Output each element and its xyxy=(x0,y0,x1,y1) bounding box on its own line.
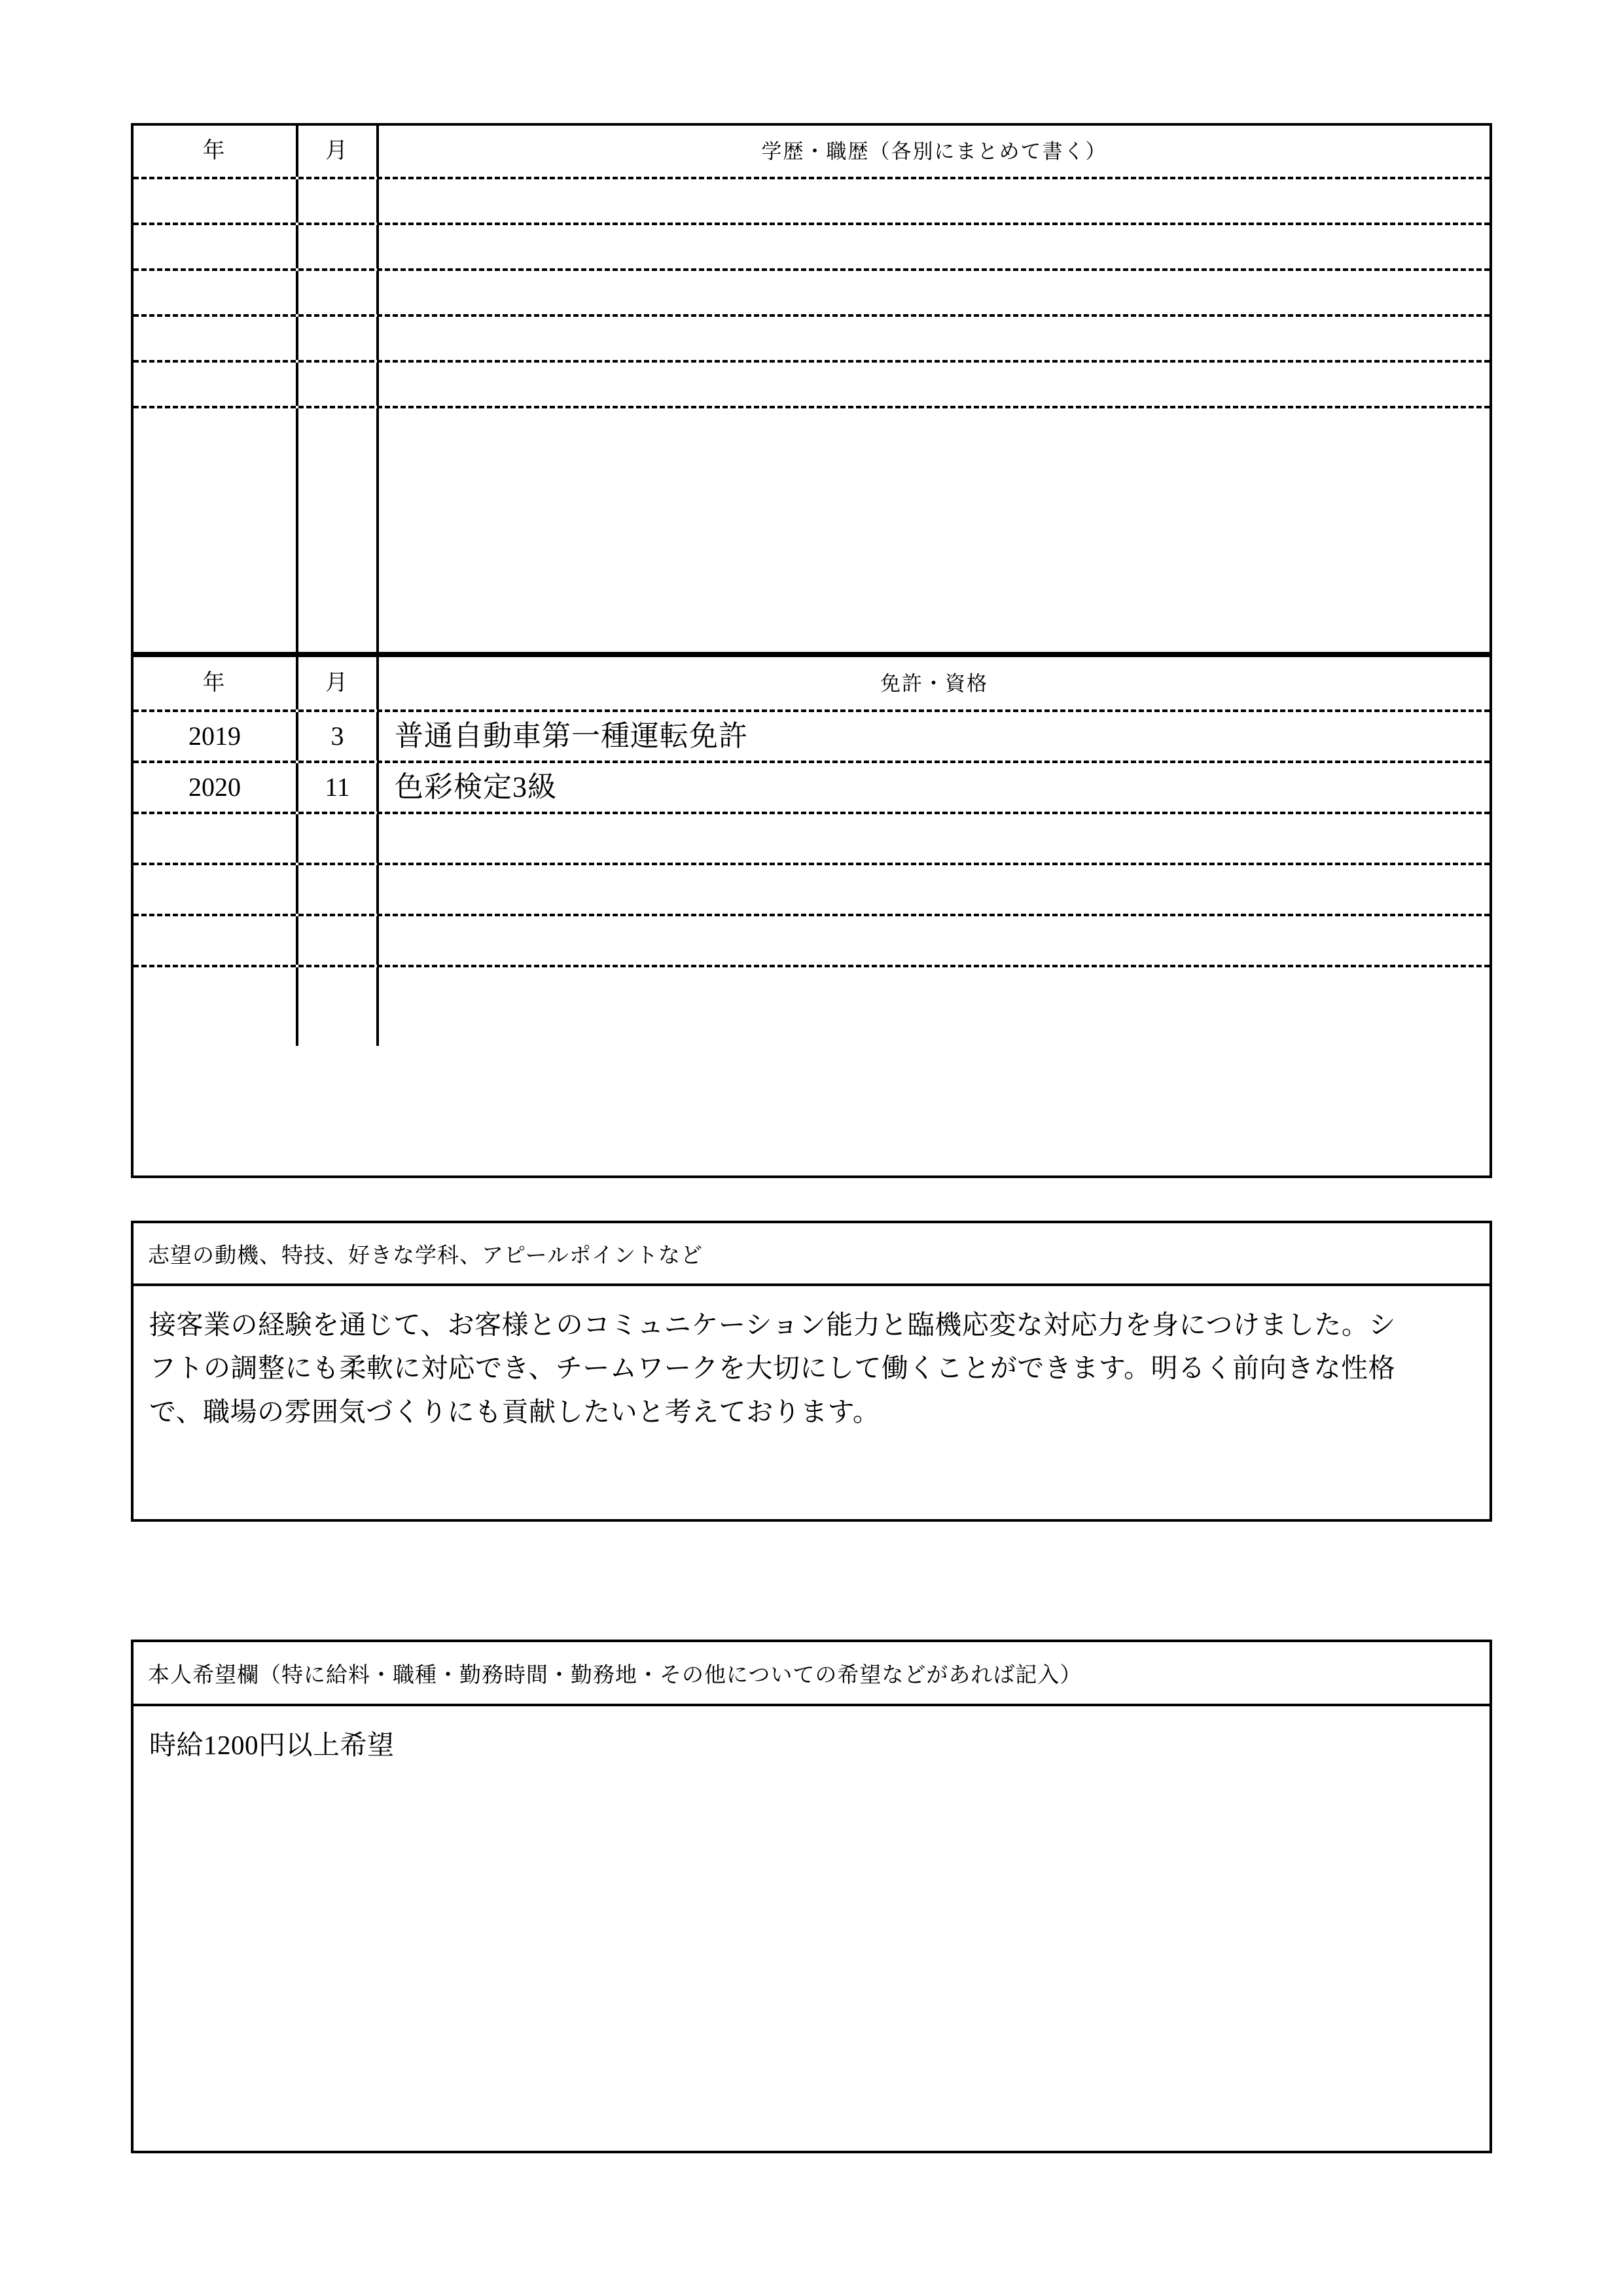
cell-year[interactable] xyxy=(134,814,298,863)
table-row[interactable] xyxy=(134,223,1489,268)
cell-description[interactable] xyxy=(379,408,1489,657)
motivation-header-label: 志望の動機、特技、好きな学科、アピールポイントなど xyxy=(148,1244,704,1268)
table-row[interactable] xyxy=(134,268,1489,314)
cell-month[interactable] xyxy=(298,317,379,360)
table-row[interactable] xyxy=(134,863,1489,914)
header-label-month: 月 xyxy=(325,139,349,163)
cell-value-month: 3 xyxy=(330,721,344,751)
motivation-line: で、職場の雰囲気づくりにも貢献したいと考えております。 xyxy=(149,1396,880,1427)
table-row[interactable] xyxy=(134,406,1489,657)
cell-month[interactable] xyxy=(298,225,379,268)
cell-description[interactable] xyxy=(379,363,1489,406)
table-row[interactable] xyxy=(134,177,1489,223)
request-section-body[interactable] xyxy=(134,1706,1489,1767)
cell-month[interactable] xyxy=(298,865,379,914)
cell-month[interactable] xyxy=(298,408,379,657)
cell-month[interactable] xyxy=(298,712,379,761)
cell-value-description: 普通自動車第一種運転免許 xyxy=(395,720,748,752)
header-label-year: 年 xyxy=(202,671,227,695)
cell-month[interactable] xyxy=(298,363,379,406)
request-section xyxy=(131,1640,1492,2153)
header-label-description: 免許・資格 xyxy=(880,672,988,695)
table-row[interactable] xyxy=(134,314,1489,360)
cell-month[interactable] xyxy=(298,967,379,1046)
cell-description[interactable] xyxy=(379,271,1489,314)
cell-description[interactable] xyxy=(379,916,1489,965)
cell-year[interactable] xyxy=(134,271,298,314)
cell-year[interactable] xyxy=(134,916,298,965)
motivation-line: 接客業の経験を通じて、お客様とのコミュニケーション能力と臨機応変な対応力を身につけました。シ xyxy=(149,1310,1396,1340)
table-row[interactable] xyxy=(134,761,1489,812)
cell-year[interactable] xyxy=(134,179,298,223)
header-cell-year xyxy=(134,657,298,709)
motivation-section-header xyxy=(134,1223,1489,1286)
cell-year[interactable] xyxy=(134,363,298,406)
cell-year[interactable] xyxy=(134,865,298,914)
cell-value-description: 色彩検定3級 xyxy=(395,771,557,803)
header-cell-year xyxy=(134,126,298,177)
header-label-description: 学歴・職歴（各別にまとめて書く） xyxy=(761,139,1107,163)
cell-month[interactable] xyxy=(298,271,379,314)
table-row[interactable] xyxy=(134,360,1489,406)
table-row[interactable] xyxy=(134,812,1489,863)
cell-value-month: 11 xyxy=(325,772,350,802)
cell-year[interactable] xyxy=(134,408,298,657)
cell-year[interactable] xyxy=(134,967,298,1046)
cell-description[interactable] xyxy=(379,814,1489,863)
header-cell-month xyxy=(298,657,379,709)
header-cell-description xyxy=(379,126,1489,177)
cell-description[interactable] xyxy=(379,865,1489,914)
cell-value-year: 2020 xyxy=(188,772,241,802)
cell-year[interactable] xyxy=(134,763,298,812)
cell-year[interactable] xyxy=(134,317,298,360)
header-label-month: 月 xyxy=(325,671,349,695)
table-row[interactable] xyxy=(134,965,1489,1046)
request-line: 時給1200円以上希望 xyxy=(149,1730,395,1760)
cell-month[interactable] xyxy=(298,179,379,223)
header-cell-description xyxy=(379,657,1489,709)
table-row[interactable] xyxy=(134,914,1489,965)
motivation-line: フトの調整にも柔軟に対応でき、チームワークを大切にして働くことができます。明るく前向きな性格 xyxy=(149,1353,1396,1384)
request-header-label: 本人希望欄（特に給料・職種・勤務時間・勤務地・その他についての希望などがあれば記入） xyxy=(148,1663,1082,1687)
cell-year[interactable] xyxy=(134,712,298,761)
table-header-row xyxy=(134,126,1489,177)
header-label-year: 年 xyxy=(202,139,227,163)
cell-year[interactable] xyxy=(134,225,298,268)
request-section-header xyxy=(134,1642,1489,1706)
header-cell-month xyxy=(298,126,379,177)
license-qualification-table xyxy=(131,655,1492,1178)
education-history-table xyxy=(131,123,1492,655)
cell-description[interactable] xyxy=(379,317,1489,360)
cell-description[interactable] xyxy=(379,763,1489,812)
motivation-section xyxy=(131,1221,1492,1522)
cell-month[interactable] xyxy=(298,814,379,863)
table-row[interactable] xyxy=(134,709,1489,761)
cell-description[interactable] xyxy=(379,225,1489,268)
motivation-section-body[interactable] xyxy=(134,1286,1489,1433)
cell-description[interactable] xyxy=(379,712,1489,761)
cell-month[interactable] xyxy=(298,763,379,812)
cell-month[interactable] xyxy=(298,916,379,965)
cell-description[interactable] xyxy=(379,967,1489,1046)
table-header-row xyxy=(134,657,1489,709)
cell-value-year: 2019 xyxy=(188,721,241,751)
cell-description[interactable] xyxy=(379,179,1489,223)
